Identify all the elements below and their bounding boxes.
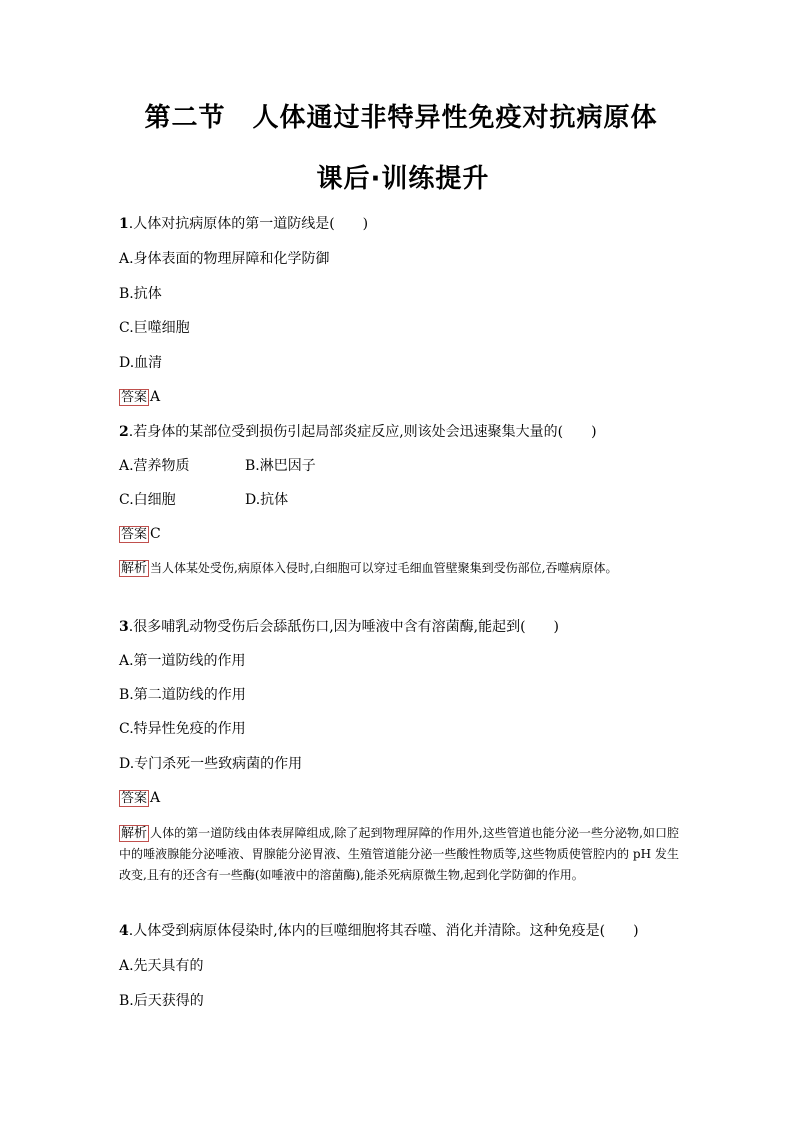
q3-option-c: C.特异性免疫的作用	[119, 721, 246, 737]
answer-value: A	[150, 790, 161, 806]
q1-option-d: D.血清	[119, 355, 163, 371]
q2-option-d: D.抗体	[245, 492, 289, 508]
question-number: 1	[119, 216, 129, 232]
answer-value: A	[150, 389, 161, 405]
answer-value: C	[150, 526, 161, 542]
question-number: 2	[119, 424, 129, 440]
analysis-tag: 解析	[121, 561, 148, 576]
answer-tag: 答案	[121, 527, 148, 542]
question-3	[119, 619, 559, 635]
q1-option-c: C.巨噬细胞	[119, 320, 190, 336]
q3-option-d: D.专门杀死一些致病菌的作用	[119, 756, 303, 772]
q2-options-row-2	[119, 492, 176, 508]
q2-option-a: A.营养物质	[119, 458, 190, 474]
q4-option-b: B.后天获得的	[119, 993, 204, 1009]
question-stem: .若身体的某部位受到损伤引起局部炎症反应,则该处会迅速聚集大量的( )	[128, 424, 597, 440]
analysis-text: 当人体某处受伤,病原体入侵时,白细胞可以穿过毛细血管壁聚集到受伤部位,吞噬病原体。	[150, 561, 618, 575]
q3-option-a: A.第一道防线的作用	[119, 653, 246, 669]
q2-analysis	[119, 558, 679, 579]
question-4	[119, 923, 639, 939]
page-subtitle: 课后·训练提升	[316, 164, 490, 194]
q3-analysis	[119, 823, 679, 886]
q3-answer	[119, 790, 160, 807]
answer-tag: 答案	[121, 390, 148, 405]
q4-option-a: A.先天具有的	[119, 958, 204, 974]
q2-option-b: B.淋巴因子	[245, 458, 316, 474]
analysis-tag: 解析	[121, 826, 148, 841]
question-stem: .人体受到病原体侵染时,体内的巨噬细胞将其吞噬、消化并清除。这种免疫是( )	[128, 923, 639, 939]
analysis-text: 人体的第一道防线由体表屏障组成,除了起到物理屏障的作用外,这些管道也能分泌一些分泌物,如口腔中的唾液腺能分泌唾液、胃腺能分泌胃液、生殖管道能分泌一些酸性物质等,这些物质使管腔内的 pH 发生改变,且有的还含有一些酶(如唾液中的溶菌酶),能杀死病原微生物,起到化学防御的作用。	[119, 826, 679, 882]
question-stem: .人体对抗病原体的第一道防线是( )	[128, 216, 369, 232]
question-stem: .很多哺乳动物受伤后会舔舐伤口,因为唾液中含有溶菌酶,能起到( )	[128, 619, 560, 635]
question-1	[119, 216, 368, 232]
q2-option-c: C.白细胞	[119, 492, 176, 508]
question-2	[119, 424, 597, 440]
q2-answer	[119, 526, 161, 543]
q2-options-row-1	[119, 458, 190, 474]
question-number: 4	[119, 923, 129, 939]
q1-answer	[119, 389, 160, 406]
q3-option-b: B.第二道防线的作用	[119, 687, 246, 703]
answer-tag: 答案	[121, 791, 148, 806]
q1-option-a: A.身体表面的物理屏障和化学防御	[119, 251, 330, 267]
page-title: 第二节 人体通过非特异性免疫对抗病原体	[144, 103, 658, 133]
q1-option-b: B.抗体	[119, 286, 162, 302]
question-number: 3	[119, 619, 129, 635]
